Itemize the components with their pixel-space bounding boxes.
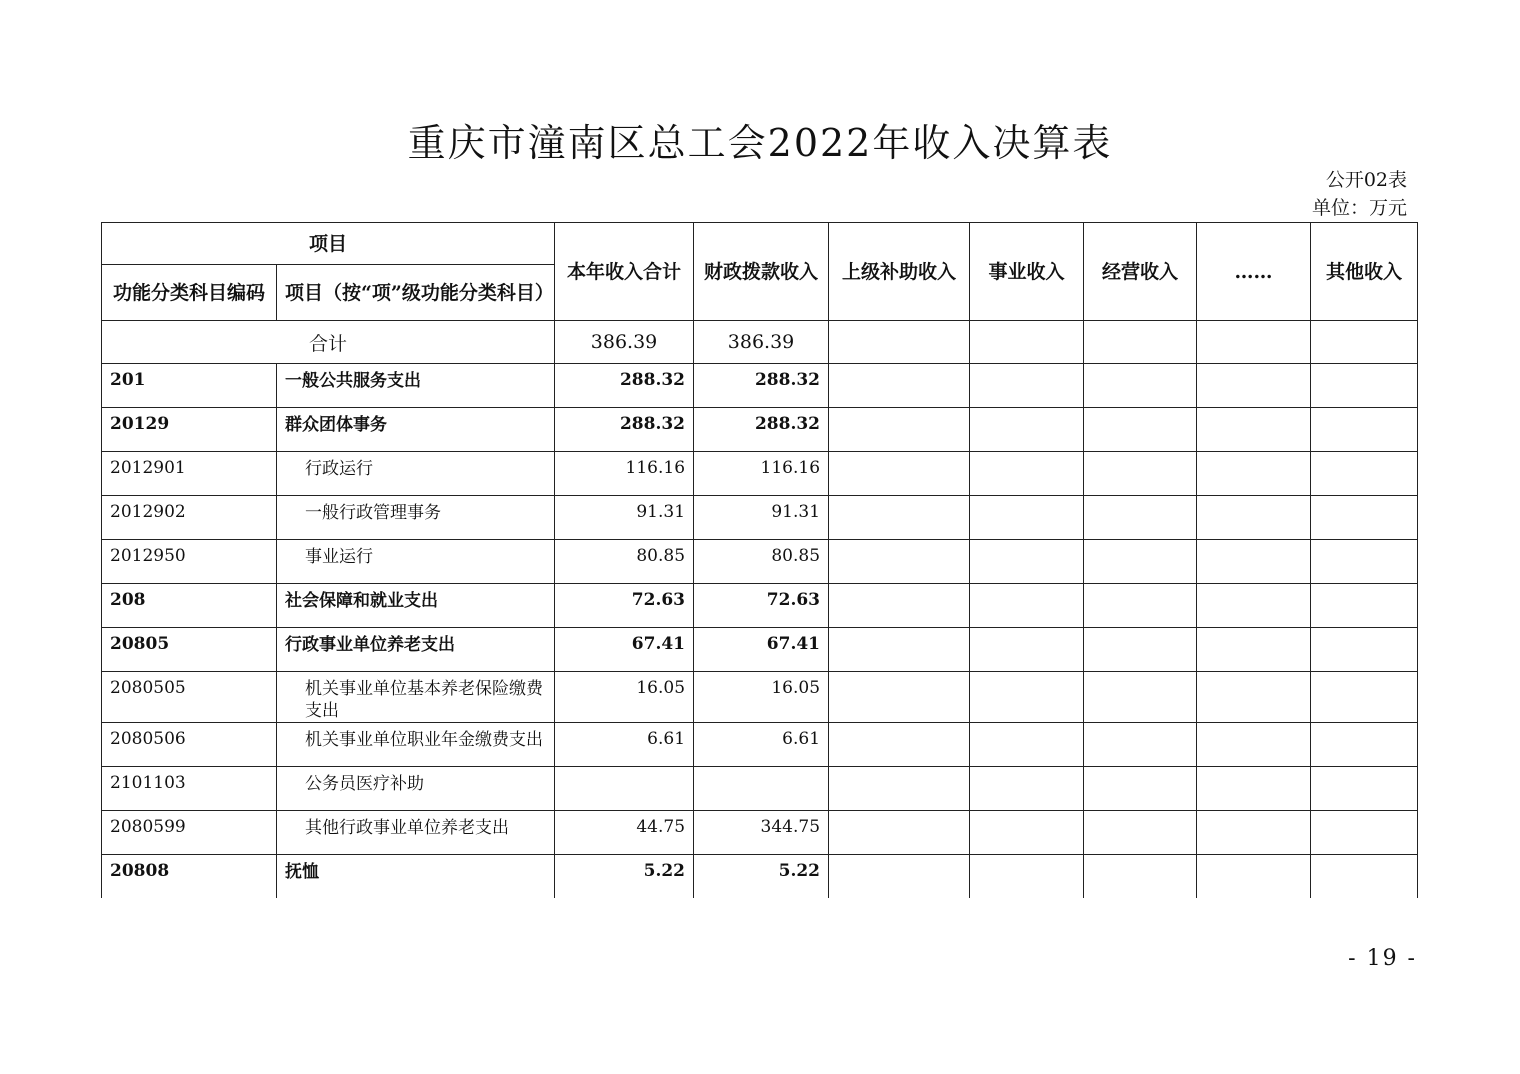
row-total [555,767,694,811]
table-row [102,811,1418,855]
table-row [102,496,1418,540]
row-code: 2012902 [102,496,277,540]
total-fiscal: 386.39 [694,321,829,364]
row-total: 67.41 [555,628,694,672]
row-fiscal: 72.63 [694,584,829,628]
page-number: - 19 - [1348,946,1417,971]
row-total: 72.63 [555,584,694,628]
row-total: 116.16 [555,452,694,496]
total-income: 386.39 [555,321,694,364]
row-name: 机关事业单位基本养老保险缴费支出 [277,672,555,723]
row-total: 5.22 [555,855,694,899]
row-code: 2080599 [102,811,277,855]
header-superior: 上级补助收入 [829,223,970,321]
header-name: 项目（按“项”级功能分类科目） [277,265,555,321]
table-row [102,540,1418,584]
table-row [102,723,1418,767]
page-title: 重庆市潼南区总工会2022年收入决算表 [407,121,1113,165]
table-row [102,452,1418,496]
unit-label: 单位：万元 [1311,197,1407,219]
row-code: 20805 [102,628,277,672]
row-total: 91.31 [555,496,694,540]
row-name: 群众团体事务 [277,408,555,452]
row-code: 2080506 [102,723,277,767]
row-fiscal: 116.16 [694,452,829,496]
row-name: 社会保障和就业支出 [277,584,555,628]
row-fiscal [694,767,829,811]
row-name: 其他行政事业单位养老支出 [277,811,555,855]
row-total: 288.32 [555,364,694,408]
row-code: 208 [102,584,277,628]
row-total: 44.75 [555,811,694,855]
table-row [102,408,1418,452]
row-fiscal: 288.32 [694,408,829,452]
row-fiscal: 344.75 [694,811,829,855]
row-total: 6.61 [555,723,694,767]
row-code: 2101103 [102,767,277,811]
total-row [102,321,1418,364]
income-table [101,222,1418,898]
header-item: 项目 [102,223,555,265]
header-other: 其他收入 [1311,223,1418,321]
table-row [102,767,1418,811]
row-fiscal: 5.22 [694,855,829,899]
row-fiscal: 16.05 [694,672,829,723]
row-name: 公务员医疗补助 [277,767,555,811]
header-code: 功能分类科目编码 [102,265,277,321]
table-row [102,364,1418,408]
row-name: 行政运行 [277,452,555,496]
row-code: 2012950 [102,540,277,584]
header-business: 事业收入 [970,223,1084,321]
header-total: 本年收入合计 [555,223,694,321]
row-total: 80.85 [555,540,694,584]
row-name: 行政事业单位养老支出 [277,628,555,672]
header-ellipsis: …… [1197,223,1311,321]
row-name: 一般行政管理事务 [277,496,555,540]
total-label: 合计 [102,321,555,364]
row-code: 20129 [102,408,277,452]
table-row [102,855,1418,899]
row-fiscal: 6.61 [694,723,829,767]
row-code: 2012901 [102,452,277,496]
header-operating: 经营收入 [1084,223,1197,321]
row-fiscal: 80.85 [694,540,829,584]
row-name: 事业运行 [277,540,555,584]
row-fiscal: 67.41 [694,628,829,672]
form-number: 公开02表 [1325,169,1407,191]
row-code: 2080505 [102,672,277,723]
row-fiscal: 288.32 [694,364,829,408]
row-fiscal: 91.31 [694,496,829,540]
row-code: 201 [102,364,277,408]
table-row [102,672,1418,723]
row-name: 机关事业单位职业年金缴费支出 [277,723,555,767]
row-name: 一般公共服务支出 [277,364,555,408]
row-code: 20808 [102,855,277,899]
row-total: 288.32 [555,408,694,452]
header-fiscal: 财政拨款收入 [694,223,829,321]
row-name: 抚恤 [277,855,555,899]
row-total: 16.05 [555,672,694,723]
table-row [102,628,1418,672]
table-row [102,584,1418,628]
